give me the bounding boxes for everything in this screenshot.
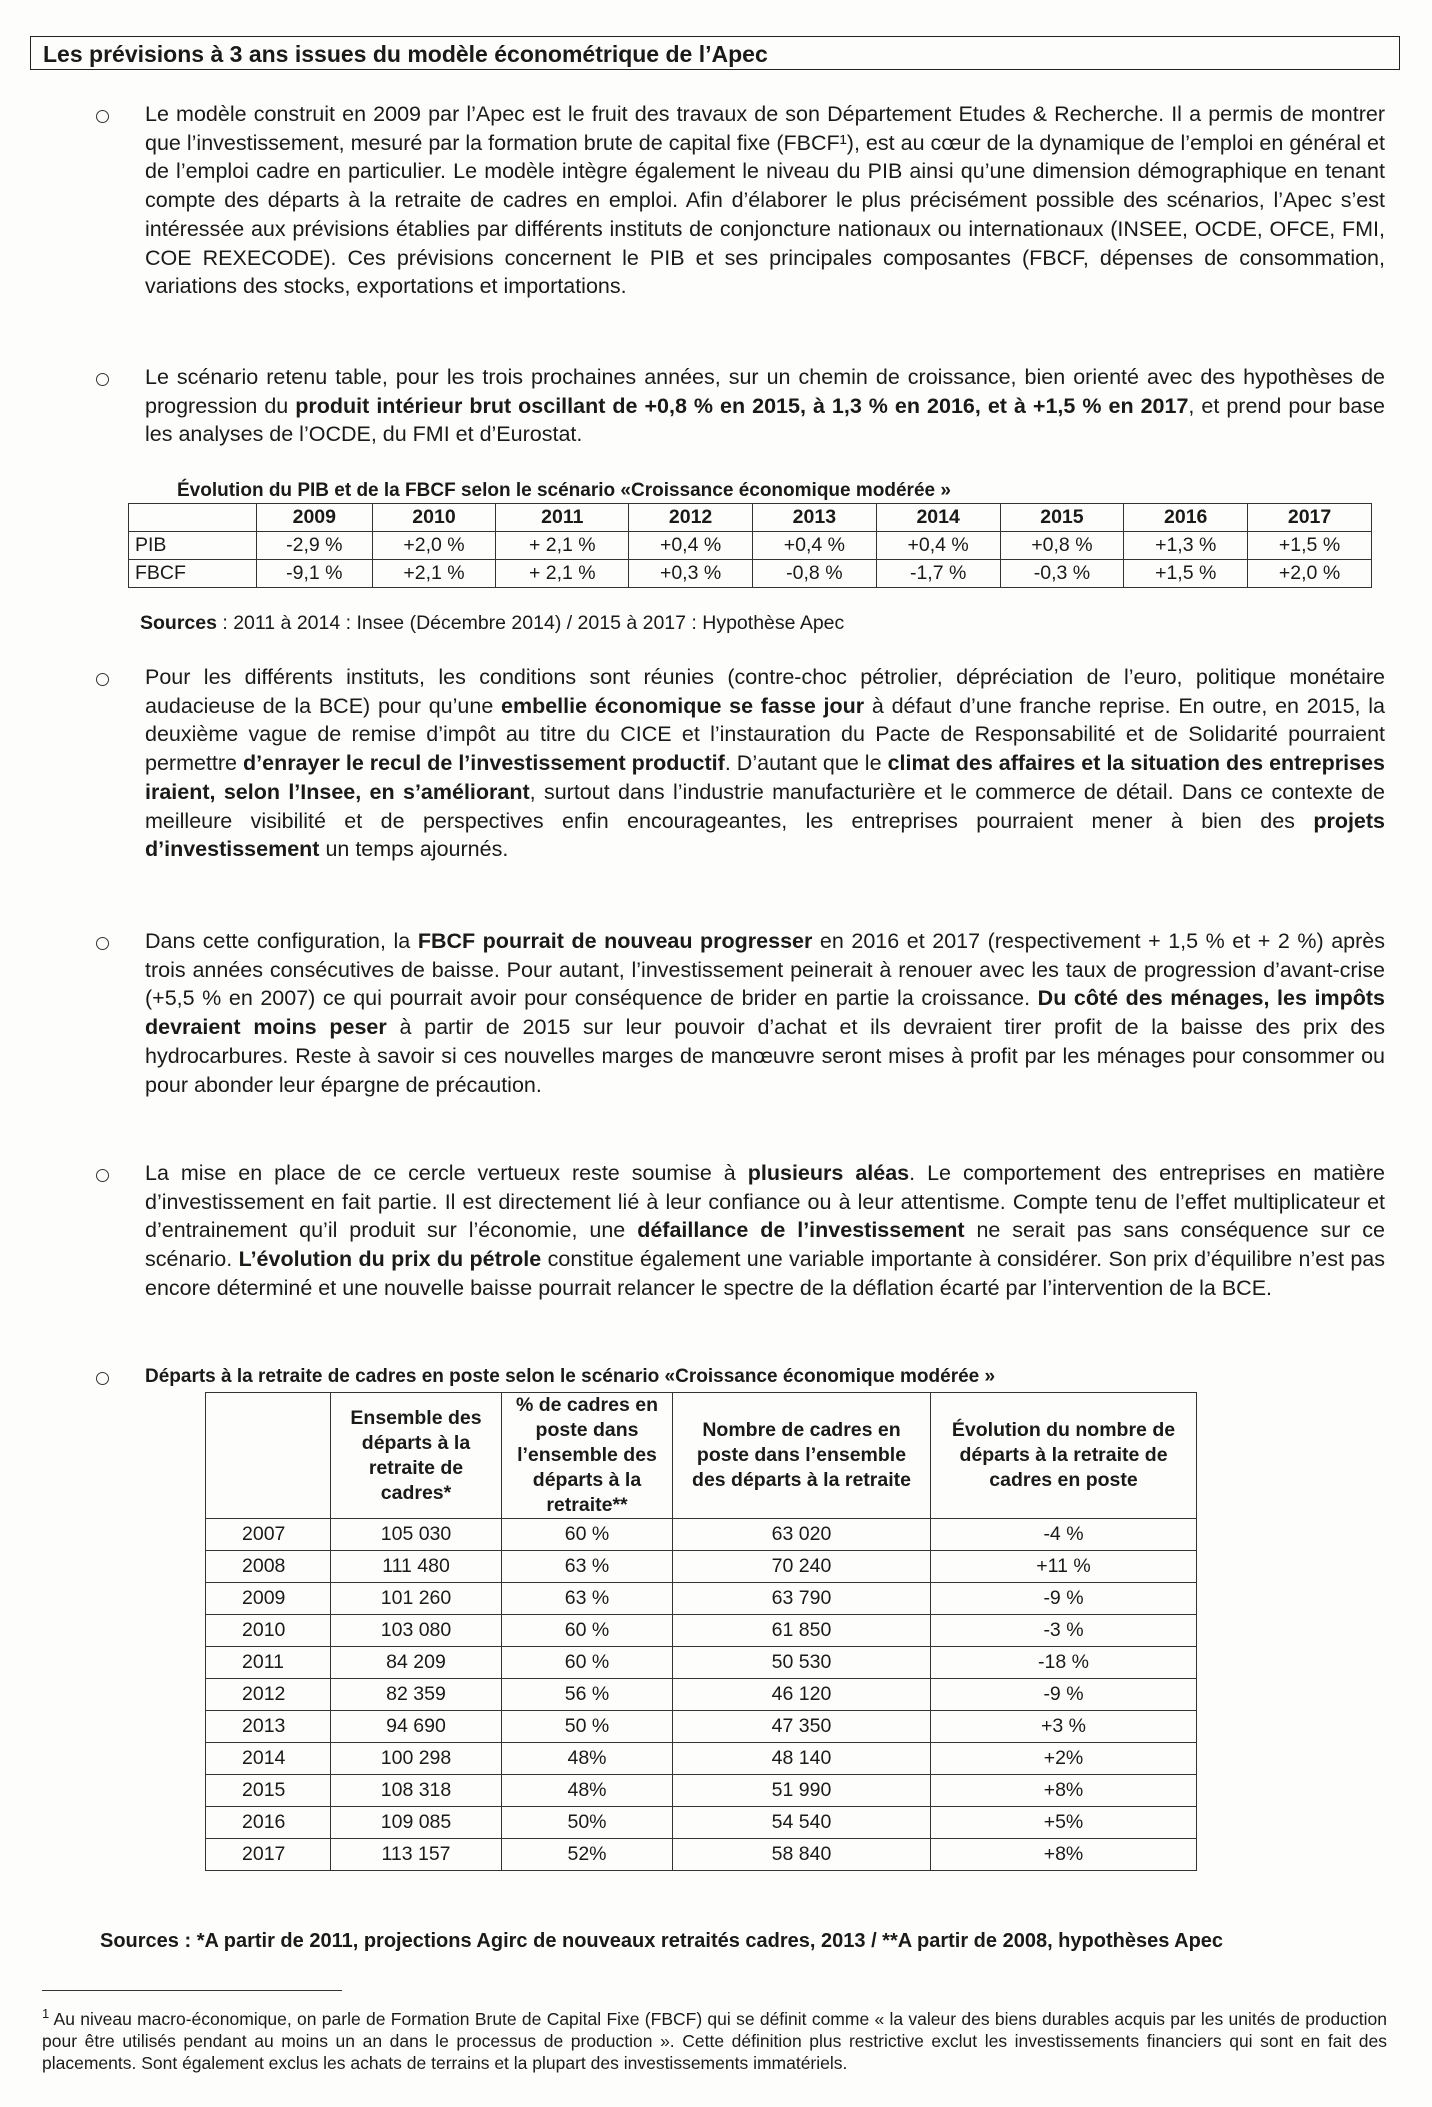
table-cell: 60 %: [502, 1519, 673, 1551]
table-cell: +0,4 %: [876, 532, 1000, 560]
table-cell: 60 %: [502, 1615, 673, 1647]
year-header: 2014: [876, 504, 1000, 532]
table-row: [129, 560, 1372, 588]
table-row: [206, 1775, 1197, 1807]
table-header-row: [129, 504, 1372, 532]
table-cell: 63 790: [673, 1583, 931, 1615]
table-cell: 94 690: [331, 1711, 502, 1743]
year-header: 2009: [257, 504, 373, 532]
table-row: [206, 1679, 1197, 1711]
year-cell: 2017: [206, 1839, 331, 1871]
table-pib-source: Sources : 2011 à 2014 : Insee (Décembre 2014) / 2015 à 2017 : Hypothèse Apec: [140, 612, 845, 634]
year-header: 2010: [372, 504, 496, 532]
table-cell: 61 850: [673, 1615, 931, 1647]
table-cell: -0,3 %: [1000, 560, 1124, 588]
paragraph-scenario: Le scénario retenu table, pour les trois prochaines années, sur un chemin de croissance, bien orienté avec des hypothèses de progression du produit intérieur brut oscillant de +0,8 % en 2015, à 1,3 % en 2016, et à +1,5 % en 2017, et prend pour base les analyses de l’OCDE, du FMI et d’Eurostat.: [145, 365, 1385, 447]
bullet-icon: [96, 1169, 109, 1182]
table-header-cell: Évolution du nombre de départs à la retraite de cadres en poste: [931, 1393, 1197, 1519]
table-cell: 105 030: [331, 1519, 502, 1551]
table-cell: 111 480: [331, 1551, 502, 1583]
table-cell: +8%: [931, 1839, 1197, 1871]
row-label: FBCF: [129, 560, 257, 588]
table-cell: 47 350: [673, 1711, 931, 1743]
table-cell: 63 020: [673, 1519, 931, 1551]
table-cell: +2,0 %: [372, 532, 496, 560]
year-cell: 2011: [206, 1647, 331, 1679]
table-header-cell: Ensemble des départs à la retraite de cadres*: [331, 1393, 502, 1519]
bullet-icon: [96, 937, 109, 950]
year-header: 2016: [1124, 504, 1248, 532]
year-cell: 2009: [206, 1583, 331, 1615]
table-row: [206, 1743, 1197, 1775]
table-cell: +2,0 %: [1248, 560, 1372, 588]
year-cell: 2015: [206, 1775, 331, 1807]
table-row: [206, 1807, 1197, 1839]
table-cell: 51 990: [673, 1775, 931, 1807]
table-cell: 54 540: [673, 1807, 931, 1839]
table-cell: +11 %: [931, 1551, 1197, 1583]
table-cell: -18 %: [931, 1647, 1197, 1679]
table-cell: -4 %: [931, 1519, 1197, 1551]
table-cell: +2,1 %: [372, 560, 496, 588]
table-cell: 63 %: [502, 1551, 673, 1583]
year-header: 2012: [629, 504, 753, 532]
table-cell: -2,9 %: [257, 532, 373, 560]
table-cell: 56 %: [502, 1679, 673, 1711]
table-cell: +8%: [931, 1775, 1197, 1807]
year-cell: 2014: [206, 1743, 331, 1775]
table-cell: +1,3 %: [1124, 532, 1248, 560]
table-pib-caption: Évolution du PIB et de la FBCF selon le scénario «Croissance économique modérée »: [177, 480, 951, 501]
table-cell: +0,3 %: [629, 560, 753, 588]
table-cell: -3 %: [931, 1615, 1197, 1647]
section-title: Les prévisions à 3 ans issues du modèle économétrique de l’Apec: [30, 36, 1400, 70]
table-cell: 48%: [502, 1743, 673, 1775]
year-header: 2011: [496, 504, 629, 532]
table-cell: 58 840: [673, 1839, 931, 1871]
year-header: 2015: [1000, 504, 1124, 532]
table-row: [206, 1519, 1197, 1551]
table-cell: 108 318: [331, 1775, 502, 1807]
table-departures: [205, 1392, 1197, 1871]
table-cell: 46 120: [673, 1679, 931, 1711]
table-header-cell: [206, 1393, 331, 1519]
table-row: [129, 532, 1372, 560]
table-cell: 103 080: [331, 1615, 502, 1647]
table-cell: 60 %: [502, 1647, 673, 1679]
table-row: [206, 1583, 1197, 1615]
paragraph-configuration: Dans cette configuration, la FBCF pourrait de nouveau progresser en 2016 et 2017 (respectivement + 1,5 % et + 2 %) après trois années consécutives de baisse. Pour autant, l’investissement peinerait à renouer avec les taux de progression d’avant-crise (+5,5 % en 2007) ce qui pourrait avoir pour conséquence de brider en partie la croissance. Du côté des ménages, les impôts devraient moins peser à partir de 2015 sur leur pouvoir d’achat et ils devraient tirer profit de la baisse des prix des hydrocarbures. Reste à savoir si ces nouvelles marges de manœuvre seront mises à profit par les ménages pour consommer ou pour abonder leur épargne de précaution.: [145, 929, 1385, 1097]
table-cell: 50 530: [673, 1647, 931, 1679]
table-cell: -9 %: [931, 1679, 1197, 1711]
table-cell: 84 209: [331, 1647, 502, 1679]
table-cell: -0,8 %: [752, 560, 876, 588]
table-pib-fbcf: [128, 503, 1372, 588]
table-departures-source: Sources : *A partir de 2011, projections Agirc de nouveaux retraités cadres, 2013 / **A partir de 2008, hypothèses Apec: [100, 1930, 1224, 1952]
table-cell: 100 298: [331, 1743, 502, 1775]
table-row: [206, 1839, 1197, 1871]
table-header-cell: Nombre de cadres en poste dans l’ensemble des départs à la retraite: [673, 1393, 931, 1519]
table-cell: 50 %: [502, 1711, 673, 1743]
table-cell: 52%: [502, 1839, 673, 1871]
table-cell: -9,1 %: [257, 560, 373, 588]
table-cell: +0,8 %: [1000, 532, 1124, 560]
table-cell: + 2,1 %: [496, 560, 629, 588]
paragraph-model: Le modèle construit en 2009 par l’Apec est le fruit des travaux de son Département Etudes & Recherche. Il a permis de montrer que l’investissement, mesuré par la formation brute de capital fixe (FBCF¹), est au cœur de la dynamique de l’emploi en général et de l’emploi cadre en particulier. Le modèle intègre également le niveau du PIB ainsi qu’une dimension démographique en tenant compte des départs à la retraite de cadres en emploi. Afin d’élaborer le plus précisément possible des scénarios, l’Apec s’est intéressée aux prévisions établies par différents instituts de conjoncture nationaux ou internationaux (INSEE, OCDE, OFCE, FMI, COE REXECODE). Ces prévisions concernent le PIB et ses principales composantes (FBCF, dépenses de consommation, variations des stocks, exportations et importations.: [145, 102, 1385, 299]
bullet-icon: [96, 110, 109, 123]
paragraph-institutes: Pour les différents instituts, les conditions sont réunies (contre-choc pétrolier, dépréciation de l’euro, politique monétaire audacieuse de la BCE) pour qu’une embellie économique se fasse jour à défaut d’une franche reprise. En outre, en 2015, la deuxième vague de remise d’impôt au titre du CICE et l’instauration du Pacte de Responsabilité et de Solidarité pourraient permettre d’enrayer le recul de l’investissement productif. D’autant que le climat des affaires et la situation des entreprises iraient, selon l’Insee, en s’améliorant, surtout dans l’industrie manufacturière et le commerce de détail. Dans ce contexte de meilleure visibilité et de perspectives enfin encourageantes, les entreprises pourraient mener à bien des projets d’investissement un temps ajournés.: [145, 665, 1385, 862]
table-cell: 113 157: [331, 1839, 502, 1871]
table-cell: +0,4 %: [629, 532, 753, 560]
table-row: [206, 1647, 1197, 1679]
table-cell: 101 260: [331, 1583, 502, 1615]
table-cell: +2%: [931, 1743, 1197, 1775]
table-cell: -9 %: [931, 1583, 1197, 1615]
table-cell: 50%: [502, 1807, 673, 1839]
table-row: [206, 1615, 1197, 1647]
bullet-icon: [96, 373, 109, 386]
table-cell: 82 359: [331, 1679, 502, 1711]
table-cell: 70 240: [673, 1551, 931, 1583]
footnote: $^1$ Au niveau macro-économique, on parle de Formation Brute de Capital Fixe (FBCF) qui se définit comme « la valeur des biens durables acquis par les unités de production pour être utilisés pendant au moins un an dans le processus de production ». Cette définition plus restrictive exclut les investissements financiers qui sont en fait des placements. Sont également exclus les achats de terrains et la plupart des investissements immatériels.: [42, 2006, 1387, 2073]
table-cell: 109 085: [331, 1807, 502, 1839]
table-row: [206, 1551, 1197, 1583]
table-header-cell: % de cadres en poste dans l’ensemble des départs à la retraite**: [502, 1393, 673, 1519]
year-header: 2013: [752, 504, 876, 532]
year-cell: 2008: [206, 1551, 331, 1583]
footnote-divider: [42, 1990, 342, 1991]
table-cell: +1,5 %: [1248, 532, 1372, 560]
year-header: 2017: [1248, 504, 1372, 532]
year-cell: 2013: [206, 1711, 331, 1743]
bullet-icon: [96, 673, 109, 686]
year-cell: 2016: [206, 1807, 331, 1839]
table-cell: 63 %: [502, 1583, 673, 1615]
table-cell: +0,4 %: [752, 532, 876, 560]
table-cell: 48 140: [673, 1743, 931, 1775]
bullet-icon: [96, 1372, 109, 1385]
year-cell: 2012: [206, 1679, 331, 1711]
table-row: [206, 1711, 1197, 1743]
table-cell: -1,7 %: [876, 560, 1000, 588]
year-cell: 2010: [206, 1615, 331, 1647]
table-cell: +1,5 %: [1124, 560, 1248, 588]
table-header-cell: [129, 504, 257, 532]
paragraph-risks: La mise en place de ce cercle vertueux reste soumise à plusieurs aléas. Le comportement des entreprises en matière d’investissement en fait partie. Il est directement lié à leur confiance ou à leur attentisme. Compte tenu de l’effet multiplicateur et d’entrainement qu’il produit sur l’économie, une défaillance de l’investissement ne serait pas sans conséquence sur ce scénario. L’évolution du prix du pétrole constitue également une variable importante à considérer. Son prix d’équilibre n’est pas encore déterminé et une nouvelle baisse pourrait relancer le spectre de la déflation écarté par l’intervention de la BCE.: [145, 1161, 1386, 1300]
table-cell: +3 %: [931, 1711, 1197, 1743]
table-cell: +5%: [931, 1807, 1197, 1839]
row-label: PIB: [129, 532, 257, 560]
year-cell: 2007: [206, 1519, 331, 1551]
table-header-row: [206, 1393, 1197, 1519]
table-cell: 48%: [502, 1775, 673, 1807]
table-cell: + 2,1 %: [496, 532, 629, 560]
table-departures-caption: Départs à la retraite de cadres en poste selon le scénario «Croissance économique modérée »: [145, 1366, 996, 1387]
